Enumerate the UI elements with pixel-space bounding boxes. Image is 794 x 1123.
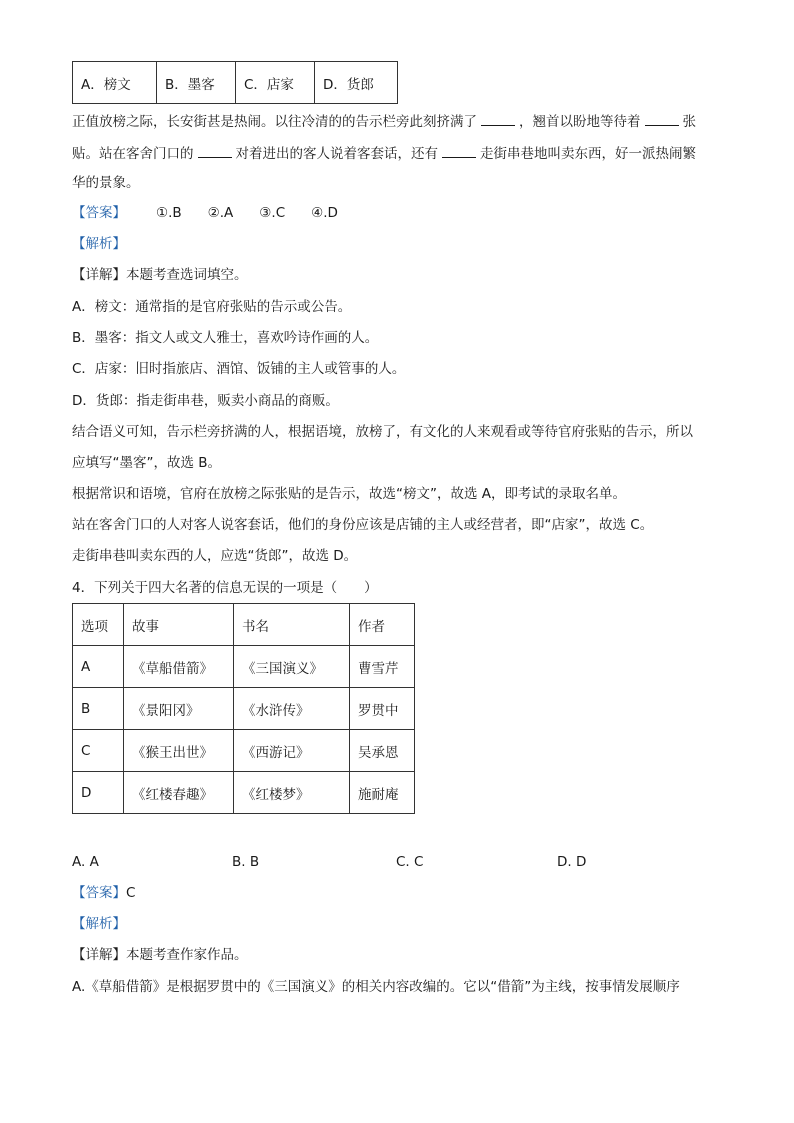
q4-answer-line xyxy=(72,883,135,903)
blank-4 xyxy=(442,143,476,158)
choice-a: A. A xyxy=(72,854,99,870)
explanation-a: A．榜文：通常指的是官府张贴的告示或公告。 xyxy=(72,299,352,315)
cell: A xyxy=(73,646,124,688)
choice-d: D. D xyxy=(557,854,587,870)
choice-c: C. C xyxy=(396,854,424,870)
blank-1 xyxy=(481,111,515,126)
cell: C xyxy=(73,730,124,772)
passage-line-2: 贴。站在客舍门口的 对着进出的客人说着客套话，还有 走街串巷地叫卖东西，好一派热闹繁 xyxy=(72,143,696,164)
header-cell: 故事 xyxy=(124,604,234,646)
header-cell: 书名 xyxy=(234,604,350,646)
analysis-label: 【解析】 xyxy=(72,916,126,932)
reasoning-5: 走街串巷叫卖东西的人，应选“货郎”，故选 D。 xyxy=(72,548,358,564)
choice-b: B. B xyxy=(232,854,260,870)
cell: 曹雪芹 xyxy=(350,646,415,688)
reasoning-3: 根据常识和语境，官府在放榜之际张贴的是告示，故选“榜文”，故选 A，即考试的录取名单。 xyxy=(72,486,627,502)
cell: 《猴王出世》 xyxy=(124,730,234,772)
explanation-c: C．店家：旧时指旅店、酒馆、饭铺的主人或管事的人。 xyxy=(72,361,406,377)
header-cell: 选项 xyxy=(73,604,124,646)
cell: 罗贯中 xyxy=(350,688,415,730)
table-row xyxy=(73,688,415,730)
detail-label: 【详解】 xyxy=(72,267,126,283)
cell: 《红楼梦》 xyxy=(234,772,350,814)
q4-question: 4．下列关于四大名著的信息无误的一项是（ ） xyxy=(72,580,378,596)
option-b: B．墨客 xyxy=(157,62,236,104)
explanation-b: B．墨客：指文人或文人雅士，喜欢吟诗作画的人。 xyxy=(72,330,379,346)
q3-options-table xyxy=(72,61,398,104)
option-a: A．榜文 xyxy=(73,62,157,104)
detail-line: 【详解】本题考查选词填空。 xyxy=(72,267,248,283)
cell: 《西游记》 xyxy=(234,730,350,772)
detail-line: 【详解】本题考查作家作品。 xyxy=(72,947,248,963)
answer-value: C xyxy=(126,885,136,901)
blank-3 xyxy=(198,143,232,158)
answer-label: 【答案】 xyxy=(72,885,126,901)
reasoning-1: 结合语义可知，告示栏旁挤满的人，根据语境，放榜了，有文化的人来观看或等待官府张贴的告示，所以 xyxy=(72,424,693,440)
table-header-row xyxy=(73,604,415,646)
passage-line-3: 华的景象。 xyxy=(72,175,140,191)
passage-line-1: 正值放榜之际，长安街甚是热闹。以往冷清的的告示栏旁此刻挤满了 ，翘首以盼地等待着 张 xyxy=(72,111,696,132)
table-row xyxy=(73,646,415,688)
cell: 《水浒传》 xyxy=(234,688,350,730)
table-row xyxy=(73,730,415,772)
blank-2 xyxy=(645,111,679,126)
cell: D xyxy=(73,772,124,814)
table-row xyxy=(73,62,398,104)
header-cell: 作者 xyxy=(350,604,415,646)
cell: 《景阳冈》 xyxy=(124,688,234,730)
reasoning-2: 应填写“墨客”，故选 B。 xyxy=(72,455,222,471)
reasoning-4: 站在客舍门口的人对客人说客套话，他们的身份应该是店铺的主人或经营者，即“店家”，故选 C。 xyxy=(72,517,654,533)
option-c: C．店家 xyxy=(236,62,315,104)
cell: 《三国演义》 xyxy=(234,646,350,688)
cell: B xyxy=(73,688,124,730)
option-d: D．货郎 xyxy=(315,62,398,104)
table-row xyxy=(73,772,415,814)
answer-label: 【答案】 xyxy=(72,205,126,221)
q4-choices xyxy=(72,852,586,872)
analysis-label: 【解析】 xyxy=(72,236,126,252)
explanation-d: D．货郎：指走街串巷，贩卖小商品的商贩。 xyxy=(72,393,339,409)
q4-info-table xyxy=(72,603,415,814)
q3-answer-line: 【答案】 ①.B ②.A ③.C ④.D xyxy=(72,205,338,221)
cell: 吴承恩 xyxy=(350,730,415,772)
detail-label: 【详解】 xyxy=(72,947,126,963)
detail-a: A.《草船借箭》是根据罗贯中的《三国演义》的相关内容改编的。它以“借箭”为主线，按事情发展顺序 xyxy=(72,979,680,995)
cell: 施耐庵 xyxy=(350,772,415,814)
cell: 《红楼春趣》 xyxy=(124,772,234,814)
cell: 《草船借箭》 xyxy=(124,646,234,688)
